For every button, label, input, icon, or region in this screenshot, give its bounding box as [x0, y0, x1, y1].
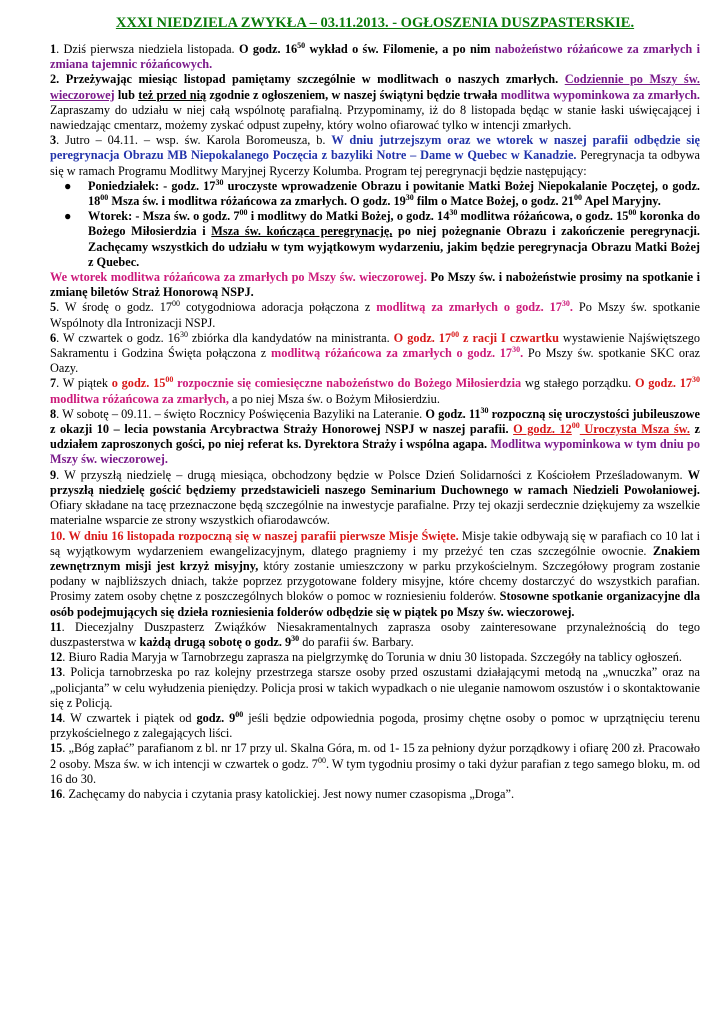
announcement-11: 11. Diecezjalny Duszpasterz Zwiąźków Niesakramentalnych zaprasza osoby zainteresowane przynależnością do tego duszpasterstwa w każdą drugą sobotę o godz. $9^{30}$ do parafii św. Barbary. [50, 619, 700, 649]
schedule-tuesday: ● Wtorek: - Msza św. o godz. $7^{00}$ i modlitwy do Matki Bożej, o godz. $14^{30}$ modlitwa różańcowa, o godz. $15^{00}$ koronka do Bożego Miłosierdzia i Msza św. kończąca peregrynację, po niej pożegnanie Obrazu i zakończenie peregrynacji. Zachęcamy wszystkich do udziału w tym wyjątkowym wydarzeniu, jakim będzie peregrynacja Obrazu Matki Bożej z Quebec. [64, 208, 701, 269]
bullet-icon: ● [64, 178, 72, 193]
announcement-2: 2. Przeżywając miesiąc listopad pamiętamy szczególnie w modlitwach o naszych zmarłych. Codziennie po Mszy św. wieczorowej lub też przed nią zgodnie z ogłoszeniem, w naszej świątyni będzie trwała modlitwa wypominkowa za zmarłych. Zapraszamy do udziału w niej całą wspólnotę parafialną. Przypominamy, iż do 8 listopada będąc w stanie łaski uświęcającej i nawiedzając cmentarz, możemy zyskać odpust zupełny, który wolno ofiarować tylko w intencji zmarłych. [50, 72, 700, 133]
announcement-13: 13. Policja tarnobrzeska po raz kolejny przestrzega starsze osoby przed oszustami działającymi metodą na „wnuczka” oraz na „policjanta” w celu wyłudzenia pieniędzy. Policja prosi w takich wypadkach o nie uleganie namowom oszustów i o skontaktowanie się z Policją. [50, 665, 700, 710]
item-number: 1 [50, 42, 57, 56]
announcement-8: 8. W sobotę – 09.11. – święto Rocznicy Poświęcenia Bazyliki na Lateranie. O godz. $11^{30}$ rozpoczną się uroczystości jubileuszowe z okazji 10 – lecia powstania Arcybractwa Straży Honorowej NSPJ w naszej parafii. O godz. $12^{00}$ Uroczysta Msza św. z udziałem zaproszonych gości, po niej referat ks. Dyrektora Straży i wspólna agapa. Modlitwa wypominkowa w tym dniu po Mszy św. wieczorowej. [50, 405, 700, 467]
bullet-icon: ● [64, 209, 72, 224]
item-number: 6 [50, 330, 57, 345]
announcement-3: 3. Jutro – 04.11. – wsp. św. Karola Boromeusza, b. W dniu jutrzejszym oraz we wtorek w naszej parafii odbędzie się peregrynacja Obrazu MB Niepokalanego Poczęcia z bazyliki Notre – Dame w Quebec w Kanadzie. Peregrynacja ta odbywa się w ramach Programu Modlitwy Maryjnej Rycerzy Kolumba. Program tej peregrynacji będzie następujący: [50, 133, 700, 178]
announcements-document [50, 14, 700, 802]
item-number: 10. [50, 528, 69, 543]
announcement-1: 1. Dziś pierwsza niedziela listopada. O godz. $16^{50}$ wykład o św. Filomenie, a po nim nabożeństwo różańcowe za zmarłych i zmiana tajemnic różańcowych. [50, 40, 700, 72]
peregrination-schedule [50, 179, 700, 270]
item-number: 12 [50, 650, 63, 665]
item-number: 16 [50, 786, 63, 801]
announcement-6: 6. W czwartek o godz. $16^{30}$ zbiórka dla kandydatów na ministranta. O godz. $17^{00}$ z racji I czwartku wystawienie Najświętszego Sakramentu i Godzina Święta połączona z modlitwą różańcowa za zmarłych o godz. $17^{30}$. Po Mszy św. spotkanie SKC oraz Oazy. [50, 329, 701, 376]
item-number: 5 [50, 300, 57, 315]
announcement-5: 5. W środę o godz. $17^{00}$ cotygodniowa adoracja połączona z modlitwą za zmarłych o godz. $17^{30}$. Po Mszy św. spotkanie Wspólnoty dla Intronizacji NSPJ. [50, 299, 700, 330]
item-number: 3 [50, 133, 57, 148]
schedule-monday: ● Poniedziałek: - godz. $17^{30}$ uroczyste wprowadzenie Obrazu i powitanie Matki Bożej Niepokalanie Poczętej, o godz. $18^{00}$ Msza św. i modlitwa różańcowa za zmarłych. O godz. $19^{30}$ film o Matce Bożej, o godz. $21^{00}$ Apel Maryjny. [64, 177, 701, 209]
item-number: 14 [50, 710, 63, 725]
announcement-10: 10. W dniu 16 listopada rozpoczną się w naszej parafii pierwsze Misje Święte. Misje takie odbywają się w parafiach co 10 lat i są wyjątkowym wydarzeniem ewangelizacyjnym, dlatego pragniemy i my przeżyć ten czas szczególnie owocnie. Znakiem zewnętrznym misji jest krzyż misyjny, który zostanie umieszczony w parku przykościelnym. Szczegółowy program zostanie podany w najbliższych dniach, także poprzez przygotowane foldery misyjne, które chcemy dostarczyć do wszystkich parafian. Prosimy zatem osoby chętne z poszczególnych bloków o pomoc w rozniesieniu folderów. Stosowne spotkanie organizacyjne dla osób podejmujących się dzieła rozniesienia folderów odbędzie się w piątek po Mszy św. wieczorowej. [50, 528, 701, 619]
announcement-12: 12. Biuro Radia Maryja w Tarnobrzegu zaprasza na pielgrzymkę do Torunia w dniu 30 listopada. Szczegóły na tablicy ogłoszeń. [50, 650, 682, 665]
item-number: 2 [50, 72, 57, 87]
item-number: 8 [50, 406, 57, 421]
page-title: XXXI NIEDZIELA ZWYKŁA – 03.11.2013. - OGŁOSZENIA DUSZPASTERSKIE. [115, 15, 635, 31]
item-number: 7 [50, 376, 57, 391]
announcement-14: 14. W czwartek i piątek od godz. $9^{00}$ jeśli będzie odpowiednia pogoda, prosimy chętne osoby o pomoc w uprzątnięciu terenu przykościelnego z zalegających liści. [50, 709, 700, 741]
tuesday-note: We wtorek modlitwa różańcowa za zmarłych po Mszy św. wieczorowej. Po Mszy św. i nabożeństwie prosimy na spotkanie i zmianę biletów Straż Honorową NSPJ. [50, 270, 700, 300]
item-number: 11 [50, 619, 62, 634]
announcement-7: 7. W piątek o godz. $15^{00}$ rozpocznie się comiesięczne nabożeństwo do Bożego Miłosierdzia wg stałego porządku. O godz. $17^{30}$ modlitwa różańcowa za zmarłych, a po niej Msza św. o Bożym Miłosierdziu. [50, 375, 700, 406]
announcement-15: 15. „Bóg zapłać” parafianom z bl. nr 17 przy ul. Skalna Góra, m. od 1- 15 za pełniony dyżur porządkowy i ofiarę 200 zł. Pracowało 2 osoby. Msza św. w ich intencji w czwartek o godz. $7^{00}$. W tym tygodniu prosimy o taki dyżur parafian z tego samego bloku, m. od 16 do 30. [50, 741, 700, 786]
item-number: 13 [50, 665, 63, 680]
announcement-9: 9. W przyszłą niedzielę – drugą miesiąca, obchodzony będzie w Polsce Dzień Solidarności z Kościołem Prześladowanym. W przyszłą niedzielę gościć będziemy przedstawicieli naszego Seminarium Duchownego w ramach Niedzieli Powołaniowej. Ofiary składane na tacę przeznaczone będą szczególnie na inwestycje parafialne. Przy tej okazji serdecznie dziękujemy za wszelkie materialne wsparcie ze strony wszystkich ofiarodawców. [50, 467, 700, 528]
item-number: 15 [50, 741, 63, 756]
announcement-16: 16. Zachęcamy do nabycia i czytania prasy katolickiej. Jest nowy numer czasopisma „Droga”. [50, 786, 515, 801]
item-number: 9 [50, 467, 57, 482]
